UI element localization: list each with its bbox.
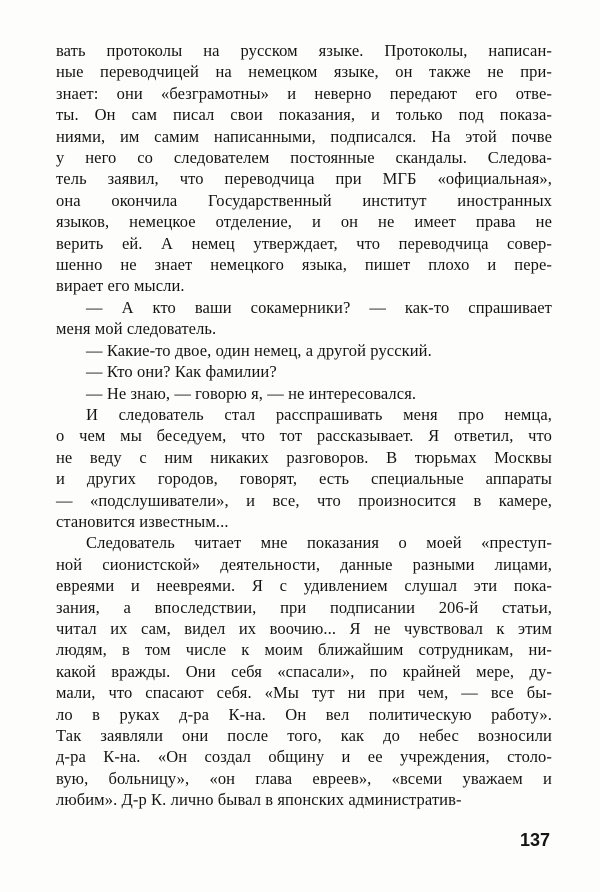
text-line: она окончила Государственный институт иностранных [56, 190, 552, 210]
text-line: ло в руках д-ра К-на. Он вел политическую работу». [56, 704, 552, 724]
paragraph [56, 40, 552, 297]
text-line: людям, в том числе к моим ближайшим сотрудникам, ни- [56, 640, 552, 660]
text-line: и других городов, говорят, есть специальные аппараты [56, 469, 552, 489]
paragraph [56, 532, 552, 810]
text-line: у него со следователем постоянные скандалы. Следова- [56, 148, 552, 168]
text-line: ной сионистской» деятельности, данные разными лицами, [56, 554, 552, 574]
paragraph [56, 383, 552, 404]
text-line: знает: они «безграмотны» и неверно передают его отве- [56, 83, 552, 103]
text-line: И следователь стал расспрашивать меня про немца, [86, 404, 552, 424]
text-line: — Какие-то двое, один немец, а другой русский. [86, 340, 432, 360]
paragraph [56, 297, 552, 340]
text-line: Так заявляли они после того, как до небес возносили [56, 726, 552, 745]
text-line: ниями, им самим написанными, подписался. На этой почве [56, 126, 552, 146]
text-line: читал их сам, видел их воочию... Я не чувствовал к этим [56, 618, 552, 638]
text-line: вую, больницу», «он глава евреев», «всеми уважаем и [56, 768, 552, 788]
text-line: ные переводчицей на немецком языке, он также не при- [56, 62, 552, 82]
paragraph [56, 404, 552, 532]
text-line: Следователь читает мне показания о моей «преступ- [86, 533, 552, 553]
paragraph [56, 361, 552, 382]
text-line: — А кто ваши сокамерники? — как-то спрашивает [86, 297, 552, 317]
text-line: любим». Д-р К. лично бывал в японских административ- [56, 790, 462, 810]
text-line: евреями и неевреями. Я с удивлением слушал эти пока- [56, 576, 552, 596]
text-line: становится известным... [56, 511, 229, 531]
text-line: о чем мы беседуем, что тот рассказывает. Я ответил, что [56, 426, 552, 446]
text-line: вать протоколы на русском языке. Протоколы, написан- [56, 41, 552, 60]
text-line: мали, что спасают себя. «Мы тут ни при чем, — все бы- [56, 683, 552, 703]
text-line: верить ей. А немец утверждает, что переводчица совер- [56, 233, 552, 253]
text-line: языков, немецкое отделение, и он не имеет права не [56, 212, 552, 232]
text-line: зания, а впоследствии, при подписании 206-й статьи, [56, 597, 552, 617]
text-line: — Не знаю, — говорю я, — не интересовался. [86, 383, 417, 403]
text-line: д-ра К-на. «Он создал общину и ее учреждения, столо- [56, 747, 552, 767]
text-line: ты. Он сам писал свои показания, и только под показа- [56, 105, 552, 125]
text-line: какой вражды. Они себя «спасали», по крайней мере, ду- [56, 661, 552, 681]
text-line: тель заявил, что переводчица при МГБ «официальная», [56, 169, 552, 189]
text-line: не веду с ним никаких разговоров. В тюрьмах Москвы [56, 447, 552, 467]
text-line: — Кто они? Как фамилии? [86, 362, 277, 382]
text-line: вирает его мысли. [56, 276, 185, 296]
page-number: 137 [519, 830, 550, 850]
body-text [56, 40, 552, 811]
text-line: шенно не знает немецкого языка, пишет плохо и пере- [56, 255, 552, 275]
paragraph [56, 340, 552, 361]
text-line: — «подслушиватели», и все, что произносится в камере, [56, 490, 552, 510]
text-line: меня мой следователь. [56, 319, 217, 339]
